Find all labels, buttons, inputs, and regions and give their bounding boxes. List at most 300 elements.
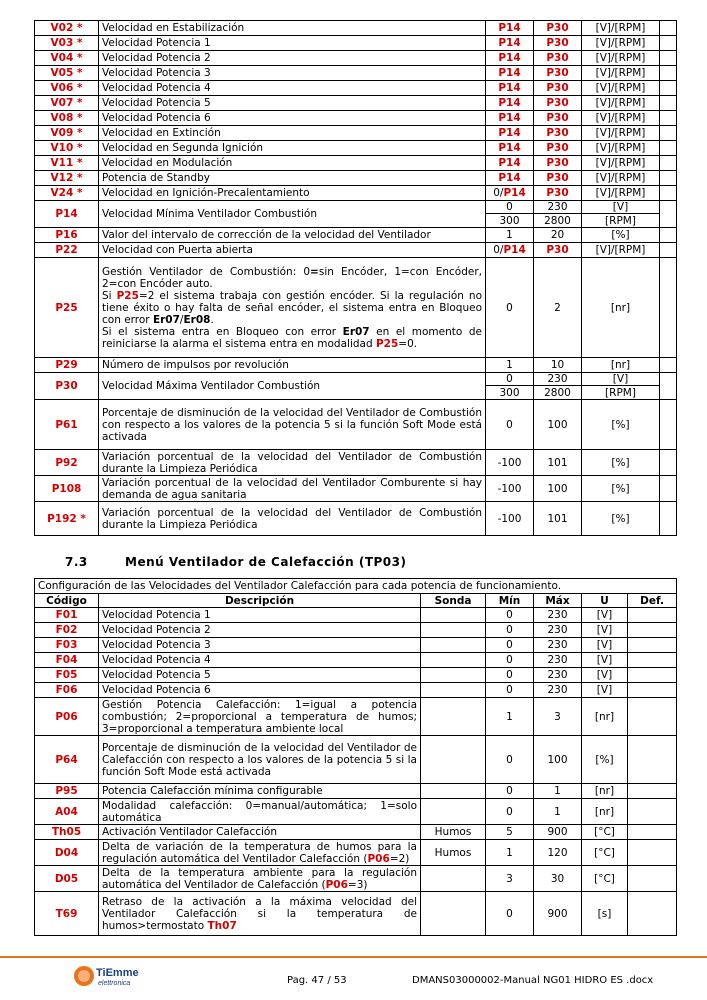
desc-cell <box>99 698 421 736</box>
unit: [V] <box>596 654 613 666</box>
unit-cell <box>582 21 660 36</box>
unit: [nr] <box>594 785 615 797</box>
code-cell <box>35 21 99 36</box>
default-cell <box>660 96 677 111</box>
param-code: Th05 <box>51 826 82 838</box>
max-ref: P30 <box>546 142 569 154</box>
param-desc: Velocidad Máxima Ventilador Combustión <box>102 380 321 392</box>
min-cell <box>486 358 534 373</box>
max-cell <box>534 81 582 96</box>
desc-cell <box>99 66 486 81</box>
max: 101 <box>547 456 568 469</box>
text: P25 <box>375 337 399 350</box>
unit: [V] <box>596 609 613 621</box>
min-cell <box>486 784 534 799</box>
desc-cell <box>99 608 421 623</box>
unit-cell <box>582 623 628 638</box>
unit: [V]/[RPM] <box>595 157 646 169</box>
unit-cell <box>582 126 660 141</box>
param-code: P192 * <box>47 512 86 525</box>
desc-cell <box>99 683 421 698</box>
code-cell <box>35 450 99 476</box>
unit: [V]/[RPM] <box>595 67 646 79</box>
sonda-cell <box>421 825 486 840</box>
unit-cell <box>582 201 660 214</box>
min-cell <box>486 736 534 784</box>
min-cell <box>486 141 534 156</box>
text: Er07 <box>342 325 370 338</box>
unit: [V]/[RPM] <box>595 187 646 199</box>
table-row <box>35 668 677 683</box>
min: 0 <box>506 373 513 385</box>
text: = <box>310 265 319 278</box>
max-cell <box>534 668 582 683</box>
param-code: V04 * <box>50 52 83 64</box>
min-ref: P14 <box>498 82 521 94</box>
code-cell <box>35 840 99 866</box>
min-cell <box>486 171 534 186</box>
header-unit: U <box>600 594 609 607</box>
min-cell <box>486 638 534 653</box>
min: 300 <box>499 386 520 399</box>
header-cell <box>534 594 582 608</box>
header-cell <box>628 594 677 608</box>
min-ref: P14 <box>498 112 521 124</box>
unit: [V] <box>596 639 613 651</box>
desc-cell <box>99 96 486 111</box>
desc-cell <box>99 258 486 358</box>
max-cell <box>534 638 582 653</box>
max-cell <box>534 186 582 201</box>
param-desc: Velocidad Potencia 4 <box>102 654 211 666</box>
unit-cell <box>582 825 628 840</box>
unit-cell <box>582 141 660 156</box>
table-row <box>35 81 677 96</box>
unit-cell <box>582 214 660 228</box>
default-cell <box>660 156 677 171</box>
section-number: 7.3 <box>65 555 88 569</box>
text: . <box>210 313 214 326</box>
code-cell <box>35 608 99 623</box>
unit: [V] <box>612 373 629 385</box>
min-prefix: 0/ <box>493 187 504 199</box>
unit: [V]/[RPM] <box>595 127 646 139</box>
sonda-cell <box>421 736 486 784</box>
table-row <box>35 66 677 81</box>
sonda: Humos <box>434 846 472 859</box>
default-cell <box>660 373 677 400</box>
text: Gestión Ventilador de Combustión: 0 <box>102 265 311 278</box>
unit-cell <box>582 683 628 698</box>
unit: [nr] <box>594 710 615 723</box>
sonda-cell <box>421 608 486 623</box>
min-cell <box>486 258 534 358</box>
unit: [RPM] <box>605 386 636 399</box>
code-cell <box>35 111 99 126</box>
param-desc: Velocidad Mínima Ventilador Combustión <box>102 208 318 220</box>
param-code: T69 <box>55 907 78 920</box>
table-row <box>35 608 677 623</box>
text: Th07 <box>207 919 237 932</box>
unit-cell <box>582 799 628 825</box>
param-desc: Velocidad en Modulación <box>102 157 233 169</box>
max: 900 <box>547 907 568 920</box>
desc-cell <box>99 21 486 36</box>
text: en el momento de reiniciarse la alarma el sistema entra en modalidad <box>102 325 482 350</box>
default-cell <box>660 258 677 358</box>
min: 0 <box>506 418 513 431</box>
table-row <box>35 476 677 502</box>
sonda-cell <box>421 840 486 866</box>
unit-cell <box>582 171 660 186</box>
unit: [°C] <box>594 872 615 885</box>
unit: [V] <box>612 201 629 213</box>
default-cell <box>660 81 677 96</box>
param-code: P16 <box>55 229 78 241</box>
code-cell <box>35 81 99 96</box>
min: 1 <box>506 846 513 859</box>
table-row <box>35 36 677 51</box>
param-code: V11 * <box>50 157 83 169</box>
param-code: P29 <box>55 359 78 371</box>
param-desc: Velocidad Potencia 6 <box>102 684 211 696</box>
max-ref: P30 <box>546 157 569 169</box>
min: 1 <box>506 359 513 371</box>
default-cell <box>628 799 677 825</box>
min-cell <box>486 799 534 825</box>
desc-cell <box>99 111 486 126</box>
min-cell <box>486 96 534 111</box>
unit: [%] <box>611 482 630 495</box>
table-row <box>35 784 677 799</box>
text: Delta de variación de la temperatura de humos para la regulación automática del Ventilador Calefacción ( <box>102 840 417 865</box>
param-desc: Gestión Potencia Calefacción: 1=igual a potencia combustión; 2=proporcional a temperatura de humos; 3=proporcional a temperatura ambiente local <box>102 698 417 735</box>
min: 0 <box>506 785 513 797</box>
param-code: V05 * <box>50 67 83 79</box>
unit-cell <box>582 243 660 258</box>
unit-cell <box>582 698 628 736</box>
unit-cell <box>582 892 628 936</box>
default-cell <box>660 126 677 141</box>
min-ref: P14 <box>498 97 521 109</box>
min-cell <box>486 400 534 450</box>
max: 3 <box>554 710 561 723</box>
param-code: V24 * <box>50 187 83 199</box>
min: 1 <box>506 229 513 241</box>
param-code: D04 <box>54 846 79 859</box>
unit-cell <box>582 736 628 784</box>
min: 1 <box>506 710 513 723</box>
sonda-cell <box>421 638 486 653</box>
unit: [°C] <box>594 846 615 859</box>
parameter-table-combustion <box>34 20 677 536</box>
param-desc: Velocidad Potencia 5 <box>102 97 211 109</box>
max-cell <box>534 400 582 450</box>
param-code: F03 <box>55 639 78 651</box>
default-cell <box>628 866 677 892</box>
unit-cell <box>582 258 660 358</box>
max-cell <box>534 502 582 536</box>
sonda-cell <box>421 866 486 892</box>
header-cell <box>99 594 421 608</box>
max: 230 <box>547 624 568 636</box>
default-cell <box>660 228 677 243</box>
unit-cell <box>582 186 660 201</box>
min-cell <box>486 373 534 386</box>
param-code: V08 * <box>50 112 83 124</box>
min-ref: P14 <box>498 67 521 79</box>
param-desc: Velocidad en Estabilización <box>102 22 245 34</box>
code-cell <box>35 799 99 825</box>
table-row <box>35 450 677 476</box>
param-desc: Variación porcentual de la velocidad del Ventilador Comburente si hay demanda de agua sanitaria <box>102 476 482 501</box>
max-cell <box>534 141 582 156</box>
param-desc: Número de impulsos por revolución <box>102 359 289 371</box>
param-desc: Activación Ventilador Calefacción <box>102 826 277 838</box>
max: 230 <box>547 639 568 651</box>
param-desc: Velocidad Potencia 2 <box>102 624 211 636</box>
unit-cell <box>582 358 660 373</box>
desc-cell <box>99 228 486 243</box>
unit: [V] <box>596 624 613 636</box>
max-cell <box>534 201 582 214</box>
min: 0 <box>506 654 513 666</box>
unit: [V] <box>596 684 613 696</box>
code-cell <box>35 186 99 201</box>
code-cell <box>35 171 99 186</box>
header-code: Código <box>46 594 87 607</box>
unit: [%] <box>611 512 630 525</box>
desc-cell <box>99 36 486 51</box>
max-cell <box>534 96 582 111</box>
max-cell <box>534 243 582 258</box>
code-cell <box>35 66 99 81</box>
table-row <box>35 141 677 156</box>
min-prefix: 0/ <box>493 244 504 256</box>
table-row <box>35 502 677 536</box>
desc-cell <box>99 243 486 258</box>
max-cell <box>534 386 582 400</box>
unit-cell <box>582 450 660 476</box>
param-desc: Velocidad en Extinción <box>102 127 221 139</box>
param-code: V12 * <box>50 172 83 184</box>
unit: [V]/[RPM] <box>595 142 646 154</box>
min-cell <box>486 866 534 892</box>
unit-cell <box>582 608 628 623</box>
min-cell <box>486 156 534 171</box>
table-row <box>35 892 677 936</box>
code-cell <box>35 668 99 683</box>
table-row <box>35 653 677 668</box>
min-cell <box>486 450 534 476</box>
code-cell <box>35 623 99 638</box>
table-row <box>35 683 677 698</box>
min-cell <box>486 214 534 228</box>
param-code: P95 <box>55 785 78 797</box>
param-code: P30 <box>55 380 78 392</box>
desc-cell <box>99 186 486 201</box>
min-cell <box>486 243 534 258</box>
table-row <box>35 840 677 866</box>
min-cell <box>486 668 534 683</box>
table-row <box>35 126 677 141</box>
text: P06 <box>367 852 390 865</box>
desc-cell <box>99 736 421 784</box>
desc-cell <box>99 156 486 171</box>
desc-cell <box>99 866 421 892</box>
param-desc: Velocidad Potencia 6 <box>102 112 211 124</box>
text: Er08 <box>183 313 211 326</box>
desc-cell <box>99 825 421 840</box>
max-cell <box>534 736 582 784</box>
unit: [%] <box>595 753 614 766</box>
table-row <box>35 258 677 358</box>
param-code: A04 <box>55 805 78 818</box>
desc-cell <box>99 358 486 373</box>
sonda-cell <box>421 892 486 936</box>
desc-cell <box>99 799 421 825</box>
unit-cell <box>582 668 628 683</box>
table-row <box>35 799 677 825</box>
default-cell <box>660 171 677 186</box>
unit: [s] <box>597 907 612 920</box>
unit-cell <box>582 400 660 450</box>
max: 100 <box>547 482 568 495</box>
param-code: P14 <box>55 208 78 220</box>
table-row <box>35 228 677 243</box>
min-cell <box>486 825 534 840</box>
min: 3 <box>506 872 513 885</box>
max: 2800 <box>544 214 571 227</box>
text: Si el sistema entra en Bloqueo con error <box>102 325 343 338</box>
default-cell <box>628 683 677 698</box>
table-row <box>35 623 677 638</box>
code-cell <box>35 653 99 668</box>
min-cell <box>486 201 534 214</box>
sonda-cell <box>421 683 486 698</box>
min: 5 <box>506 826 513 838</box>
desc-cell <box>99 668 421 683</box>
param-code: F06 <box>55 684 78 696</box>
unit-cell <box>582 156 660 171</box>
param-desc: Porcentaje de disminución de la velocidad del Ventilador de Combustión con respecto a los valores de la potencia 5 si la función Soft Mode está activada <box>102 406 482 443</box>
default-cell <box>628 736 677 784</box>
header-cell <box>582 594 628 608</box>
param-desc: Velocidad Potencia 2 <box>102 52 211 64</box>
min: 300 <box>499 214 520 227</box>
default-cell <box>628 698 677 736</box>
unit: [V]/[RPM] <box>595 22 646 34</box>
max-cell <box>534 840 582 866</box>
section-heading <box>65 555 406 569</box>
param-code: F01 <box>55 609 78 621</box>
default-cell <box>660 243 677 258</box>
unit-cell <box>582 502 660 536</box>
unit: [V]/[RPM] <box>595 244 646 256</box>
max: 10 <box>550 359 565 371</box>
param-code: F04 <box>55 654 78 666</box>
param-desc: Valor del intervalo de corrección de la velocidad del Ventilador <box>102 229 431 241</box>
unit-cell <box>582 51 660 66</box>
desc-cell <box>99 840 421 866</box>
default-cell <box>660 186 677 201</box>
default-cell <box>628 892 677 936</box>
table-row <box>35 638 677 653</box>
param-desc: Velocidad Potencia 1 <box>102 37 211 49</box>
param-desc: Modalidad calefacción: 0=manual/automática; 1=solo automática <box>102 799 417 824</box>
unit: [V] <box>596 669 613 681</box>
sonda-cell <box>421 668 486 683</box>
min-ref: P14 <box>498 37 521 49</box>
unit: [RPM] <box>605 214 636 227</box>
unit-cell <box>582 373 660 386</box>
unit-cell <box>582 96 660 111</box>
unit-cell <box>582 784 628 799</box>
parameter-table-heating-fan <box>34 578 677 936</box>
param-code: V03 * <box>50 37 83 49</box>
table-row <box>35 111 677 126</box>
code-cell <box>35 36 99 51</box>
max-cell <box>534 799 582 825</box>
default-cell <box>660 21 677 36</box>
unit-cell <box>582 111 660 126</box>
default-cell <box>628 825 677 840</box>
min-cell <box>486 111 534 126</box>
param-code: F02 <box>55 624 78 636</box>
code-cell <box>35 638 99 653</box>
desc-cell <box>99 502 486 536</box>
text: sin Encóder, 1=con Encóder, 2=con Encóder auto. <box>102 265 482 290</box>
sonda-cell <box>421 799 486 825</box>
code-cell <box>35 784 99 799</box>
unit-cell <box>582 866 628 892</box>
table-row <box>35 21 677 36</box>
min-cell <box>486 21 534 36</box>
min-ref: P14 <box>498 142 521 154</box>
min-cell <box>486 623 534 638</box>
code-cell <box>35 892 99 936</box>
code-cell <box>35 825 99 840</box>
min-cell <box>486 126 534 141</box>
table-row <box>35 373 677 386</box>
max: 120 <box>547 846 568 859</box>
default-cell <box>628 638 677 653</box>
max: 100 <box>547 418 568 431</box>
logo-text: TiEmme <box>96 967 139 979</box>
default-cell <box>660 66 677 81</box>
table-caption: Configuración de las Velocidades del Ventilador Calefacción para cada potencia de funcionamiento. <box>38 580 562 592</box>
table-row <box>35 400 677 450</box>
param-code: P61 <box>55 418 78 431</box>
unit: [%] <box>611 418 630 431</box>
table-row <box>35 825 677 840</box>
desc-cell <box>99 141 486 156</box>
code-cell <box>35 400 99 450</box>
param-code: P108 <box>51 482 82 495</box>
min-ref: P14 <box>503 244 526 256</box>
param-desc: Velocidad Potencia 1 <box>102 609 211 621</box>
max-cell <box>534 111 582 126</box>
param-desc: Velocidad Potencia 4 <box>102 82 211 94</box>
header-cell <box>35 594 99 608</box>
unit-cell <box>582 653 628 668</box>
min-ref: P14 <box>503 187 526 199</box>
text: Retraso de la activación a la máxima velocidad del Ventilador Calefacción si la temperatura de humos>termostato <box>102 895 417 932</box>
max: 900 <box>547 826 568 838</box>
unit: [V]/[RPM] <box>595 112 646 124</box>
param-code: V06 * <box>50 82 83 94</box>
min: 0 <box>506 639 513 651</box>
